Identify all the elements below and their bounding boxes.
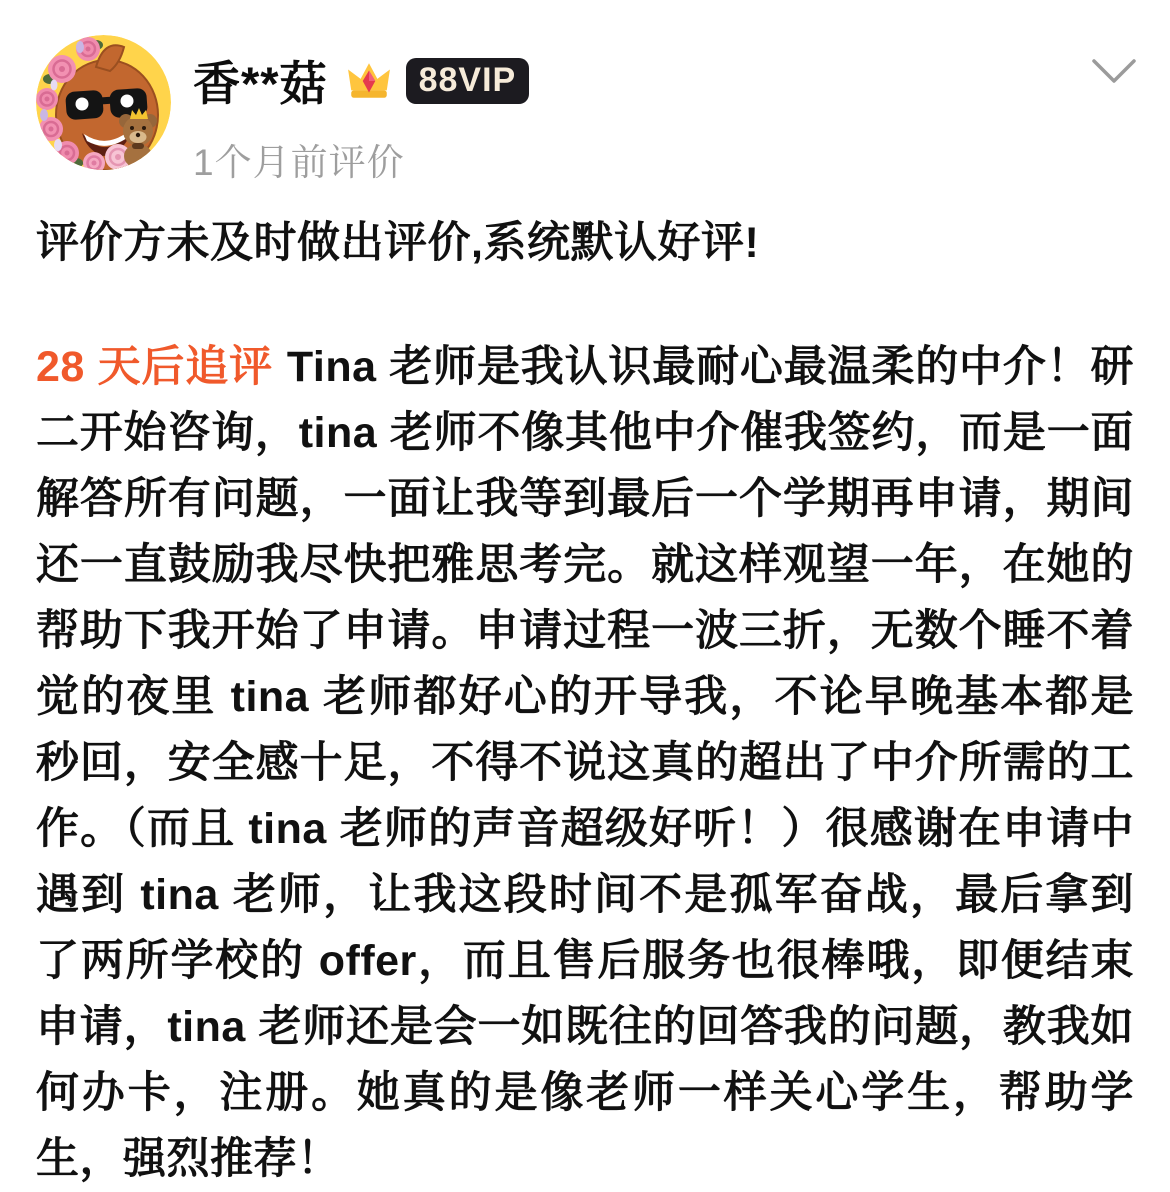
default-review-note: 评价方未及时做出评价,系统默认好评! — [36, 219, 760, 267]
name-row — [193, 47, 529, 114]
crown-icon — [346, 60, 392, 102]
avatar-illustration-icon — [36, 35, 171, 170]
review-header — [36, 35, 1134, 186]
username[interactable]: 香**菇 — [193, 57, 328, 110]
header-info — [193, 35, 529, 186]
vip-badge: 88VIP — [406, 58, 530, 104]
user-avatar[interactable] — [36, 35, 171, 170]
followup-text: Tina 老师是我认识最耐心最温柔的中介！研二开始咨询，tina 老师不像其他中介催我签约，而是一面解答所有问题，一面让我等到最后一个学期再申请，期间还一直鼓励我尽快把雅思考完。就这样观望一年，在她的帮助下我开始了申请。申请过程一波三折，无数个睡不着觉的夜里 tina 老师都好心的开导我，不论早晚基本都是秒回，安全感十足，不得不说这真的超出了中介所需的工作。（而且 tina 老师的声音超级好听！）很感谢在申请中遇到 tina 老师，让我这段时间不是孤军奋战，最后拿到了两所学校的 offer，而且售后服务也很棒哦，即便结束申请，tina 老师还是会一如既往的回答我的问题，教我如何办卡，注册。她真的是像老师一样关心学生，帮助学生，强烈推荐！ — [36, 343, 1134, 1183]
review-body — [36, 210, 1134, 1192]
chevron-down-icon[interactable] — [1090, 57, 1138, 87]
review-timestamp: 1个月前评价 — [193, 142, 405, 183]
followup-review — [36, 334, 1134, 1192]
followup-label: 28 天后追评 — [36, 343, 273, 391]
